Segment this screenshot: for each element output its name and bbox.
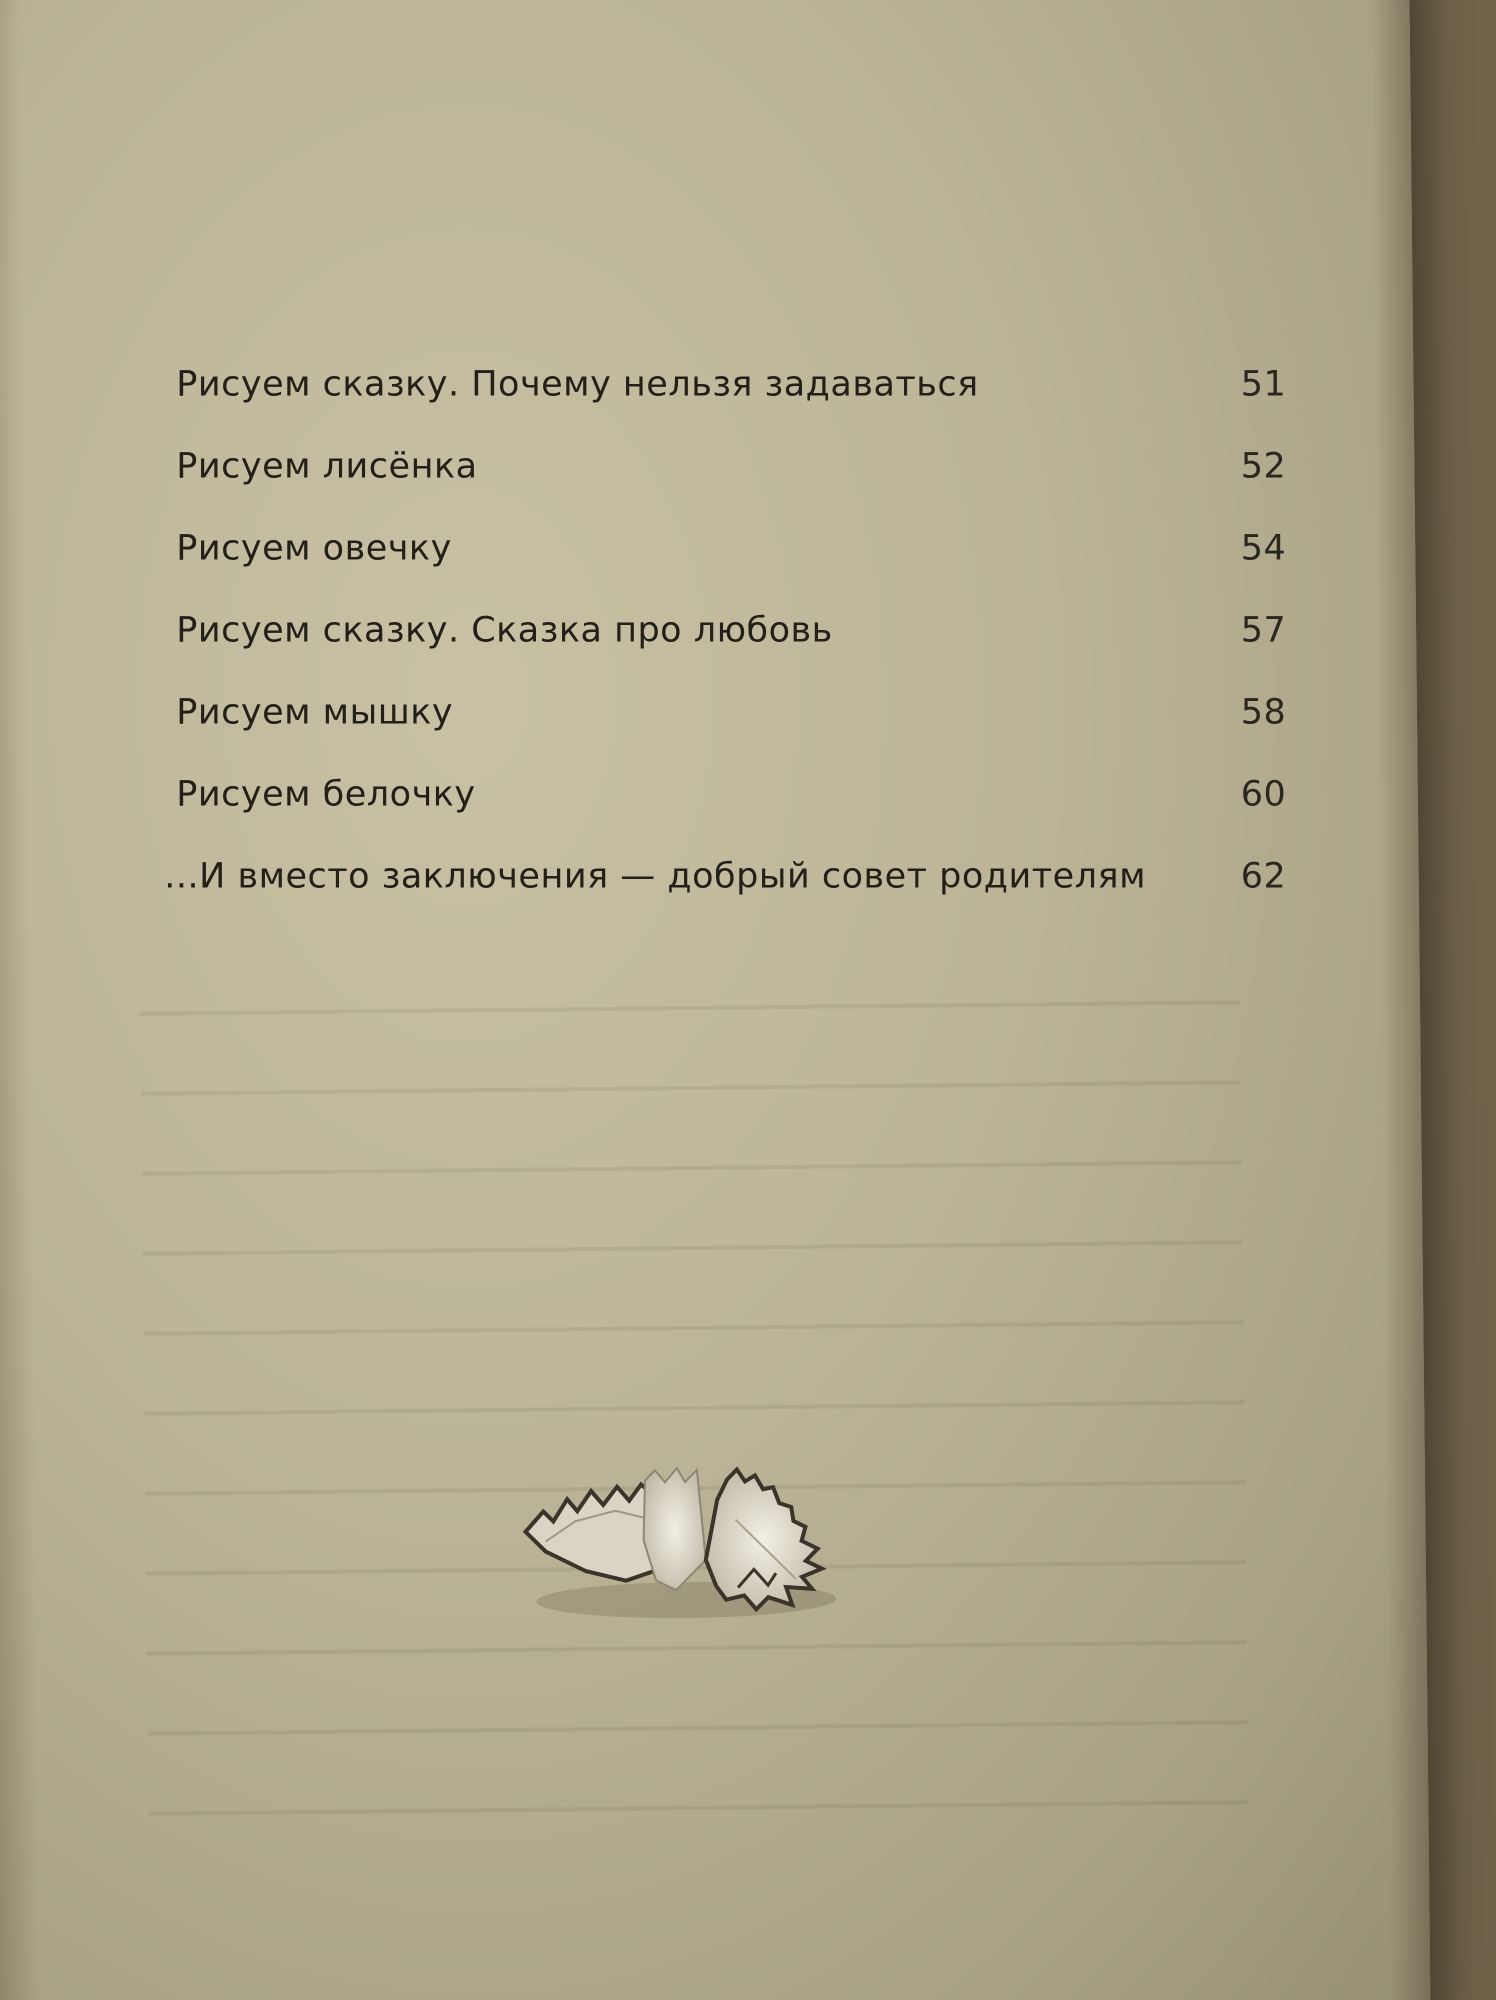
show-through-text	[139, 944, 1248, 1855]
toc-entry	[176, 365, 1286, 447]
table-of-contents	[164, 364, 1287, 939]
toc-entry	[176, 529, 1286, 611]
toc-entry-title: Рисуем сказку. Почему нельзя задаваться	[176, 364, 979, 405]
toc-entry-title: Рисуем мышку	[176, 692, 454, 733]
toc-entry-page: 58	[1240, 692, 1287, 733]
toc-entry-page: 60	[1240, 774, 1287, 815]
toc-entry-page: 52	[1240, 446, 1287, 487]
pencil-shavings-illustration	[504, 1408, 866, 1632]
toc-entry	[176, 775, 1286, 857]
page-edge-shadow	[1369, 0, 1431, 2000]
toc-entry-title: Рисуем лисёнка	[176, 446, 478, 487]
toc-entry	[164, 856, 1287, 939]
toc-entry-page: 54	[1240, 528, 1287, 569]
toc-entry-page: 62	[1240, 856, 1287, 897]
spine-shadow	[0, 0, 41, 2000]
toc-entry-title: ...И вместо заключения — добрый совет родителям	[164, 856, 1146, 897]
toc-entry-title: Рисуем сказку. Сказка про любовь	[176, 610, 833, 651]
toc-entry	[176, 611, 1286, 693]
toc-entry-page: 51	[1240, 364, 1287, 405]
toc-entry-page: 57	[1240, 610, 1287, 651]
toc-entry	[176, 447, 1286, 529]
toc-entry	[176, 693, 1286, 775]
toc-entry-title: Рисуем овечку	[176, 528, 452, 569]
toc-entry-title: Рисуем белочку	[176, 774, 476, 815]
